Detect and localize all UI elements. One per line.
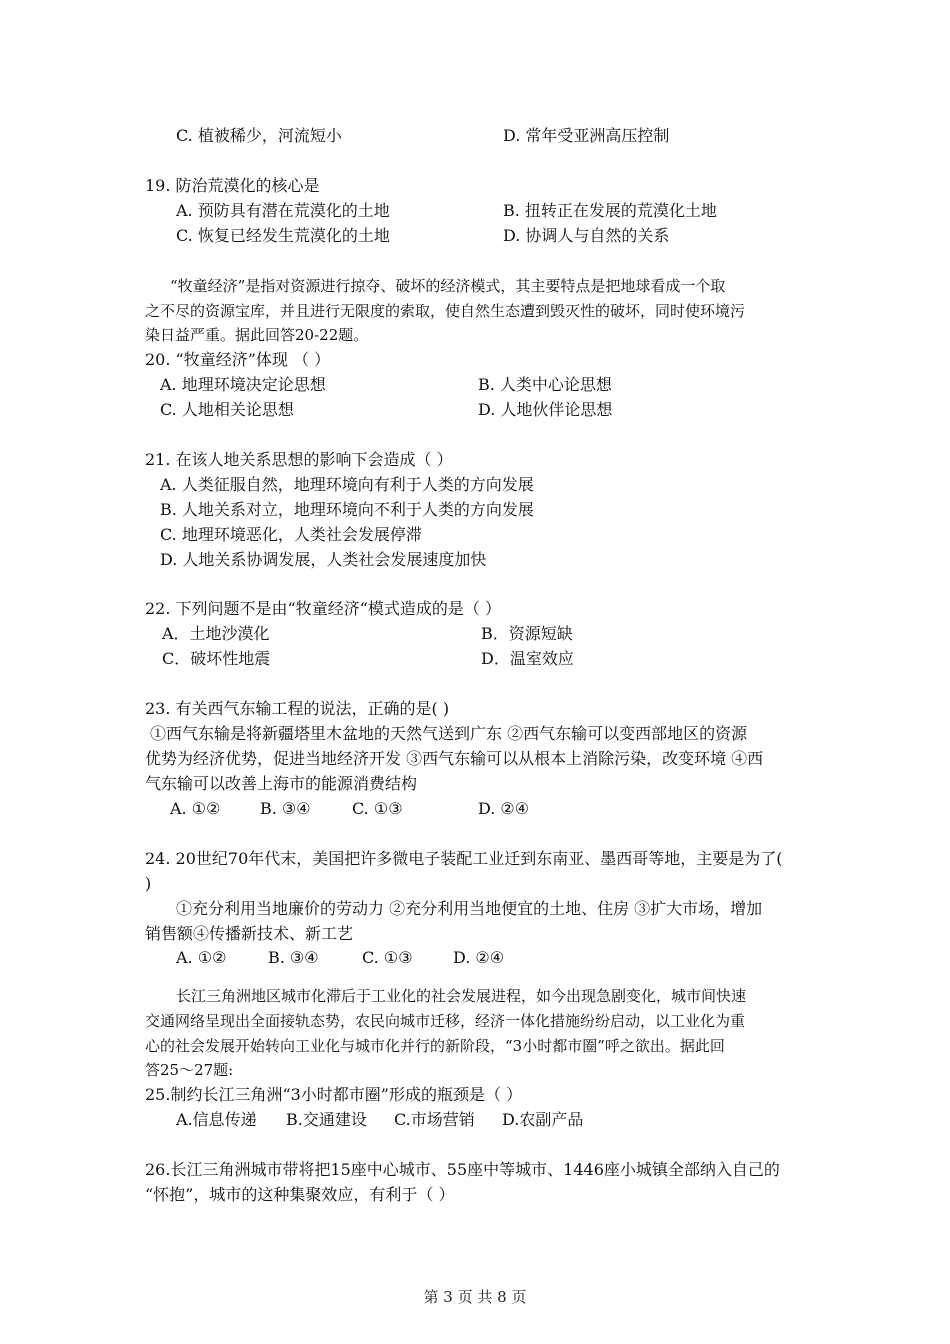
q21-option-b: B. 人地关系对立，地理环境向不利于人类的方向发展 bbox=[160, 500, 534, 519]
q22-option-c: C．破坏性地震 bbox=[162, 649, 271, 668]
q24-stem: 24. 20世纪70年代末，美国把许多微电子装配工业迁到东南亚、墨西哥等地，主要是为了( bbox=[145, 849, 783, 868]
q20-option-b: B. 人类中心论思想 bbox=[478, 375, 612, 394]
q26-line-1: 26.长江三角洲城市带将把15座中心城市、55座中等城市、1446座小城镇全部纳入自己的 bbox=[145, 1160, 780, 1179]
q25-option-a: A.信息传递 bbox=[176, 1110, 257, 1129]
q19-option-b: B. 扭转正在发展的荒漠化土地 bbox=[503, 201, 717, 220]
q19-option-d: D. 协调人与自然的关系 bbox=[503, 226, 670, 245]
q23-line-3: 气东输可以改善上海市的能源消费结构 bbox=[145, 774, 418, 793]
q24-option-d: D. ②④ bbox=[453, 948, 505, 967]
q24-option-a: A. ①② bbox=[176, 948, 227, 967]
passage2-line-4: 答25～27题: bbox=[145, 1061, 234, 1079]
q21-option-c: C. 地理环境恶化，人类社会发展停滞 bbox=[160, 525, 422, 544]
q20-option-a: A. 地理环境决定论思想 bbox=[160, 375, 326, 394]
q23-option-b: B. ③④ bbox=[260, 799, 311, 818]
passage2-line-3: 心的社会发展开始转向工业化与城市化并行的新阶段，“3小时都市圈”呼之欲出。据此回 bbox=[145, 1037, 725, 1055]
q25-option-b: B.交通建设 bbox=[286, 1110, 367, 1129]
q25-option-c: C.市场营销 bbox=[394, 1110, 475, 1129]
q19-option-c: C. 恢复已经发生荒漠化的土地 bbox=[176, 226, 390, 245]
passage2-line-1: 长江三角洲地区城市化滞后于工业化的社会发展进程，如今出现急剧变化，城市间快速 bbox=[176, 987, 747, 1005]
q23-line-2: 优势为经济优势，促进当地经济开发 ③西气东输可以从根本上消除污染，改变环境 ④西 bbox=[145, 749, 764, 768]
q19-option-a: A. 预防具有潜在荒漠化的土地 bbox=[176, 201, 390, 220]
q20-option-c: C. 人地相关论思想 bbox=[160, 400, 294, 419]
passage1-line-3: 染日益严重。据此回答20-22题。 bbox=[145, 326, 369, 344]
passage2-line-2: 交通网络呈现出全面接轨态势，农民向城市迁移，经济一体化措施纷纷启动，以工业化为重 bbox=[145, 1012, 746, 1030]
q18-option-d: D. 常年受亚洲高压控制 bbox=[503, 126, 670, 145]
q25-option-d: D.农副产品 bbox=[502, 1110, 584, 1129]
q23-option-d: D. ②④ bbox=[478, 799, 530, 818]
q21-option-d: D. 人地关系协调发展，人类社会发展速度加快 bbox=[160, 550, 487, 569]
q20-option-d: D. 人地伙伴论思想 bbox=[478, 400, 613, 419]
q22-option-d: D．温室效应 bbox=[481, 649, 574, 668]
page-footer: 第 3 页 共 8 页 bbox=[423, 1288, 527, 1306]
q24-option-b: B. ③④ bbox=[268, 948, 319, 967]
q24-line-1: ①充分利用当地廉价的劳动力 ②充分利用当地便宜的土地、住房 ③扩大市场，增加 bbox=[176, 899, 763, 918]
q24-option-c: C. ①③ bbox=[362, 948, 413, 967]
q23-option-c: C. ①③ bbox=[352, 799, 403, 818]
q23-line-1: ①西气东输是将新疆塔里木盆地的天然气送到广东 ②西气东输可以变西部地区的资源 bbox=[150, 724, 748, 743]
q24-line-2: 销售额④传播新技术、新工艺 bbox=[145, 924, 354, 943]
q22-option-b: B．资源短缺 bbox=[481, 624, 573, 643]
q18-option-c: C. 植被稀少，河流短小 bbox=[176, 126, 342, 145]
q19-stem: 19. 防治荒漠化的核心是 bbox=[145, 176, 320, 195]
q22-option-a: A．土地沙漠化 bbox=[162, 624, 270, 643]
q21-option-a: A. 人类征服自然，地理环境向有利于人类的方向发展 bbox=[160, 475, 534, 494]
passage1-line-1: “牧童经济”是指对资源进行掠夺、破坏的经济模式，其主要特点是把地球看成一个取 bbox=[170, 277, 726, 295]
passage1-line-2: 之不尽的资源宝库，并且进行无限度的索取，使自然生态遭到毁灭性的破坏，同时使环境污 bbox=[145, 302, 746, 320]
q23-option-a: A. ①② bbox=[170, 799, 221, 818]
q24-stem-end: ) bbox=[145, 874, 152, 893]
q22-stem: 22. 下列问题不是由“牧童经济“模式造成的是（ ） bbox=[145, 599, 501, 618]
q20-stem: 20. “牧童经济”体现 （ ） bbox=[145, 350, 331, 369]
q21-stem: 21. 在该人地关系思想的影响下会造成（ ） bbox=[145, 450, 453, 469]
q26-line-2: “怀抱”，城市的这种集聚效应，有利于（ ） bbox=[145, 1185, 455, 1204]
q23-stem: 23. 有关西气东输工程的说法，正确的是( ) bbox=[145, 699, 450, 718]
q25-stem: 25.制约长江三角洲“3小时都市圈”形成的瓶颈是（ ） bbox=[145, 1085, 523, 1104]
